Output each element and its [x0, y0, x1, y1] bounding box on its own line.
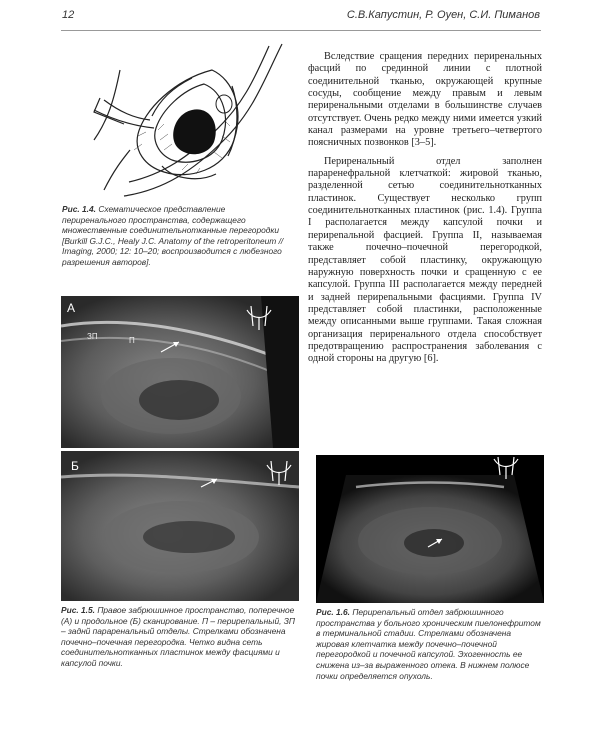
running-header-authors: С.В.Капустин, Р. Оуен, С.И. Пиманов	[346, 9, 540, 21]
figure-1-5-panel-a-ultrasound	[61, 296, 299, 448]
body-paragraph-1: Вследствие сращения передних периренальных фасций по срединной линии с плотной соединительной тканью, окружающей крупные сосуды, сообщение между правым и левым периренальными отделами в большинстве случаев отсутствует. Очень редко между ними имеется узкий канал размерами на уровне третьего–четвертого поясничных позвонков [3–5].	[308, 51, 542, 149]
figure-1-5-caption-text: Правое забрюшинное пространство, поперечное (А) и продольное (Б) сканирование. П – перирenальный, ЗП – заднй параренальный отделы. Стрелками обозначена почечно–почечная перегородка. Четко видна сеть соединительнотканных пластинок между фасциями и капсулой почки.	[61, 605, 295, 668]
figure-1-4-caption-text: Схематическое представление периренального пространства, содержащего множественные соединительнотканные перегородки [Burkill G.J.C., Healy J.C. Anatomy of the retroperitoneum // Imaging, 2000; 12: 10–20; воспроизводится с любезного разрешения авторов].	[62, 204, 284, 267]
figure-1-4-caption-label: Рис. 1.4.	[62, 204, 96, 214]
figure-1-5-panel-a-label: А	[67, 301, 76, 315]
body-text-column	[308, 51, 542, 366]
figure-1-5-annotation-p: П	[129, 336, 135, 345]
figure-1-6-caption-text: Перирenальный отдел забрюшинного пространства у больного хроническим пиелонефритом в терминальной стадии. Стрелками обозначена жировая клетчатка между почечно–почечной перегородкой и почечной капсулой. Эхогенность ее снижена из–за выраженного отека. В нижнем полюсе почки определяется опухоль.	[316, 607, 541, 681]
figure-1-6-caption-label: Рис. 1.6.	[316, 607, 350, 617]
figure-1-4-schematic	[64, 40, 289, 200]
figure-1-6-caption	[316, 607, 544, 681]
figure-1-6-ultrasound	[316, 455, 544, 603]
figure-1-5-caption	[61, 605, 299, 669]
page-number: 12	[62, 9, 75, 21]
body-paragraph-2: Периренальный отдел заполнен параренефральной клетчаткой: жировой тканью, разделенной сетью соединительнотканных пластинок. Существует несколько групп соединительнотканных пластинок (рис. 1.4). Группа I располагается между капсулой почки и перирenальной фасцией. Группа II, называемая также почечно–почечной перегородкой, представляет собой пластинку, окружающую наружную поверхность почки и сращенную с ее капсулой. Группа III располагается между передней и задней перирenальными фасциями. Группа IV представляет собой пластинки, расположенные между описанными выше группами. Такая сложная организация периренального отдела способствует предотвращению распространения заболевания с одной стороны на другую [6].	[308, 155, 542, 365]
figure-1-5-caption-label: Рис. 1.5.	[61, 605, 95, 615]
header-rule	[61, 30, 541, 31]
figure-1-4-caption	[62, 204, 287, 268]
figure-1-5-panel-b-ultrasound	[61, 451, 299, 601]
figure-1-5-panel-b-label: Б	[71, 459, 79, 473]
figure-1-5-annotation-zp: ЗП	[87, 332, 98, 341]
